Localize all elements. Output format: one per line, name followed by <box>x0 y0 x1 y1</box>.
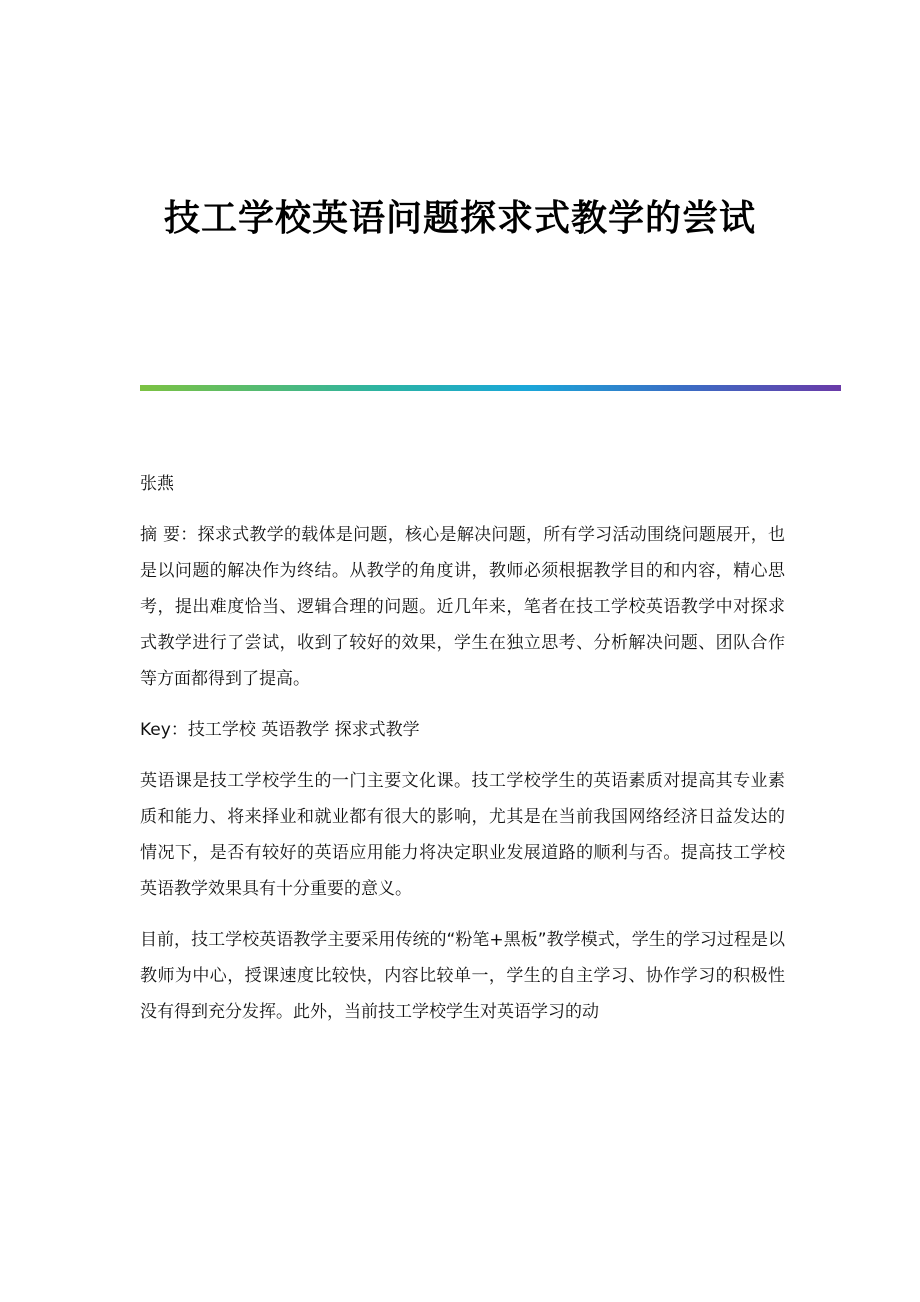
abstract-paragraph: 摘 要：探求式教学的载体是问题，核心是解决问题，所有学习活动围绕问题展开，也是以问题的解决作为终结。从教学的角度讲，教师必须根据教学目的和内容，精心思考，提出难度恰当、逻辑合理的问题。近几年来，笔者在技工学校英语教学中对探求式教学进行了尝试，收到了较好的效果，学生在独立思考、分析解决问题、团队合作等方面都得到了提高。 <box>140 525 785 689</box>
title-divider <box>140 385 841 391</box>
document-body <box>140 466 785 1045</box>
author-name: 张燕 <box>140 474 174 494</box>
body-paragraph-1: 英语课是技工学校学生的一门主要文化课。技工学校学生的英语素质对提高其专业素质和能力、将来择业和就业都有很大的影响，尤其是在当前我国网络经济日益发达的情况下，是否有较好的英语应用能力将决定职业发展道路的顺利与否。提高技工学校英语教学效果具有十分重要的意义。 <box>140 771 785 899</box>
body-paragraph-2: 目前，技工学校英语教学主要采用传统的“粉笔+黑板”教学模式，学生的学习过程是以教师为中心，授课速度比较快，内容比较单一，学生的自主学习、协作学习的积极性没有得到充分发挥。此外，当前技工学校学生对英语学习的动 <box>140 930 785 1022</box>
keywords-line: Key：技工学校 英语教学 探求式教学 <box>140 720 420 740</box>
document-title: 技工学校英语问题探求式教学的尝试 <box>163 197 756 239</box>
